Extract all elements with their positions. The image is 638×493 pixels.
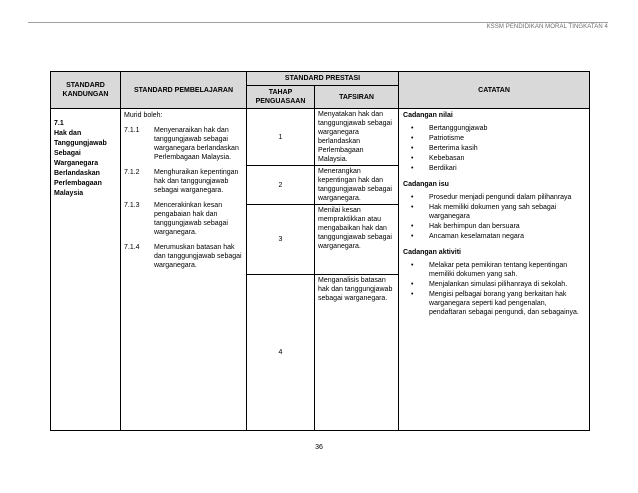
- sk-line: Malaysia: [54, 190, 84, 197]
- sp-item: [124, 201, 243, 237]
- sp-item: [124, 168, 243, 195]
- list-item: • Hak berhimpun dan bersuara: [403, 222, 585, 231]
- sk-line: Tanggungjawab: [54, 140, 107, 147]
- sp-text: Menyenaraikan hak dan tanggungjawab sebagai warganegara berlandaskan Perlembagaan Malaysia.: [154, 127, 239, 161]
- sk-line: Sebagai: [54, 150, 81, 157]
- sk-line: Perlembagaan: [54, 180, 102, 187]
- sk-line: Hak dan: [54, 130, 82, 137]
- list-item: • Kebebasan: [403, 154, 585, 163]
- list-item: • Bertanggungjawab: [403, 124, 585, 133]
- tafsiran-1: Menyatakan hak dan tanggungjawab sebagai warganegara berlandaskan Perlembagaan Malaysia.: [315, 109, 399, 166]
- sp-code: 7.1.4: [124, 244, 140, 251]
- sp-text: Merumuskan batasan hak dan tanggungjawab sebagai warganegara.: [154, 244, 242, 269]
- sk-line: 7.1: [54, 120, 64, 127]
- tafsiran-4: Menganalisis batasan hak dan tanggungjawab sebagai warganegara.: [315, 275, 399, 431]
- header-tafsiran: TAFSIRAN: [315, 86, 399, 109]
- page-number: 36: [315, 444, 323, 451]
- sp-item: [124, 126, 243, 162]
- sp-item: [124, 243, 243, 270]
- sp-text: Menghuraikan kepentingan hak dan tanggungjawab sebagai warganegara.: [154, 169, 239, 194]
- cadangan-nilai-title: Cadangan nilai: [403, 112, 453, 119]
- cadangan-nilai-list: [403, 124, 585, 173]
- cadangan-aktiviti-title: Cadangan aktiviti: [403, 249, 461, 256]
- sp-code: 7.1.1: [124, 127, 140, 134]
- tafsiran-3: Menilai kesan mempraktikkan atau mengabaikan hak dan tanggungjawab sebagai warganegara.: [315, 205, 399, 275]
- cadangan-isu-title: Cadangan isu: [403, 181, 449, 188]
- sp-intro: Murid boleh:: [124, 112, 163, 119]
- list-item: • Patriotisme: [403, 134, 585, 143]
- tahap-4: 4: [247, 275, 315, 431]
- list-item: • Menjalankan simulasi pilihanraya di sekolah.: [403, 280, 585, 289]
- list-item: • Prosedur menjadi pengundi dalam pilihanraya: [403, 193, 585, 202]
- document-header: KSSM PENDIDIKAN MORAL TINGKATAN 4: [486, 24, 608, 30]
- standard-pembelajaran-cell: [121, 109, 247, 431]
- tahap-1: 1: [247, 109, 315, 166]
- tahap-3: 3: [247, 205, 315, 275]
- list-item: • Mengisi pelbagai borang yang berkaitan hak warganegara seperti kad pengenalan, pendaftaran sebagai pengundi, dan sebagainya.: [403, 290, 585, 317]
- sp-code: 7.1.2: [124, 169, 140, 176]
- list-item: • Ancaman keselamatan negara: [403, 232, 585, 241]
- list-item: • Berdikari: [403, 164, 585, 173]
- tahap-2: 2: [247, 166, 315, 205]
- header-standard-pembelajaran: STANDARD PEMBELAJARAN: [121, 72, 247, 109]
- tafsiran-2: Menerangkan kepentingan hak dan tanggungjawab sebagai warganegara.: [315, 166, 399, 205]
- header-standard-prestasi: STANDARD PRESTASI: [247, 72, 399, 86]
- cadangan-isu-list: [403, 193, 585, 241]
- standards-table: [50, 71, 590, 431]
- cadangan-aktiviti-list: [403, 261, 585, 317]
- header-rule: [28, 22, 608, 23]
- list-item: • Melakar peta pemikiran tentang kepentingan memiliki dokumen yang sah.: [403, 261, 585, 279]
- sk-line: Berlandaskan: [54, 170, 100, 177]
- list-item: • Hak memiliki dokumen yang sah sebagai warganegara: [403, 203, 585, 221]
- standard-kandungan-cell: [51, 109, 121, 431]
- sp-code: 7.1.3: [124, 202, 140, 209]
- catatan-cell: [399, 109, 590, 431]
- header-standard-kandungan: STANDARD KANDUNGAN: [51, 72, 121, 109]
- sk-line: Warganegara: [54, 160, 99, 167]
- header-tahap-penguasaan: TAHAP PENGUASAAN: [247, 86, 315, 109]
- sp-text: Mencerakinkan kesan pengabaian hak dan tanggungjawab sebagai warganegara.: [154, 202, 228, 236]
- list-item: • Berterima kasih: [403, 144, 585, 153]
- header-catatan: CATATAN: [399, 72, 590, 109]
